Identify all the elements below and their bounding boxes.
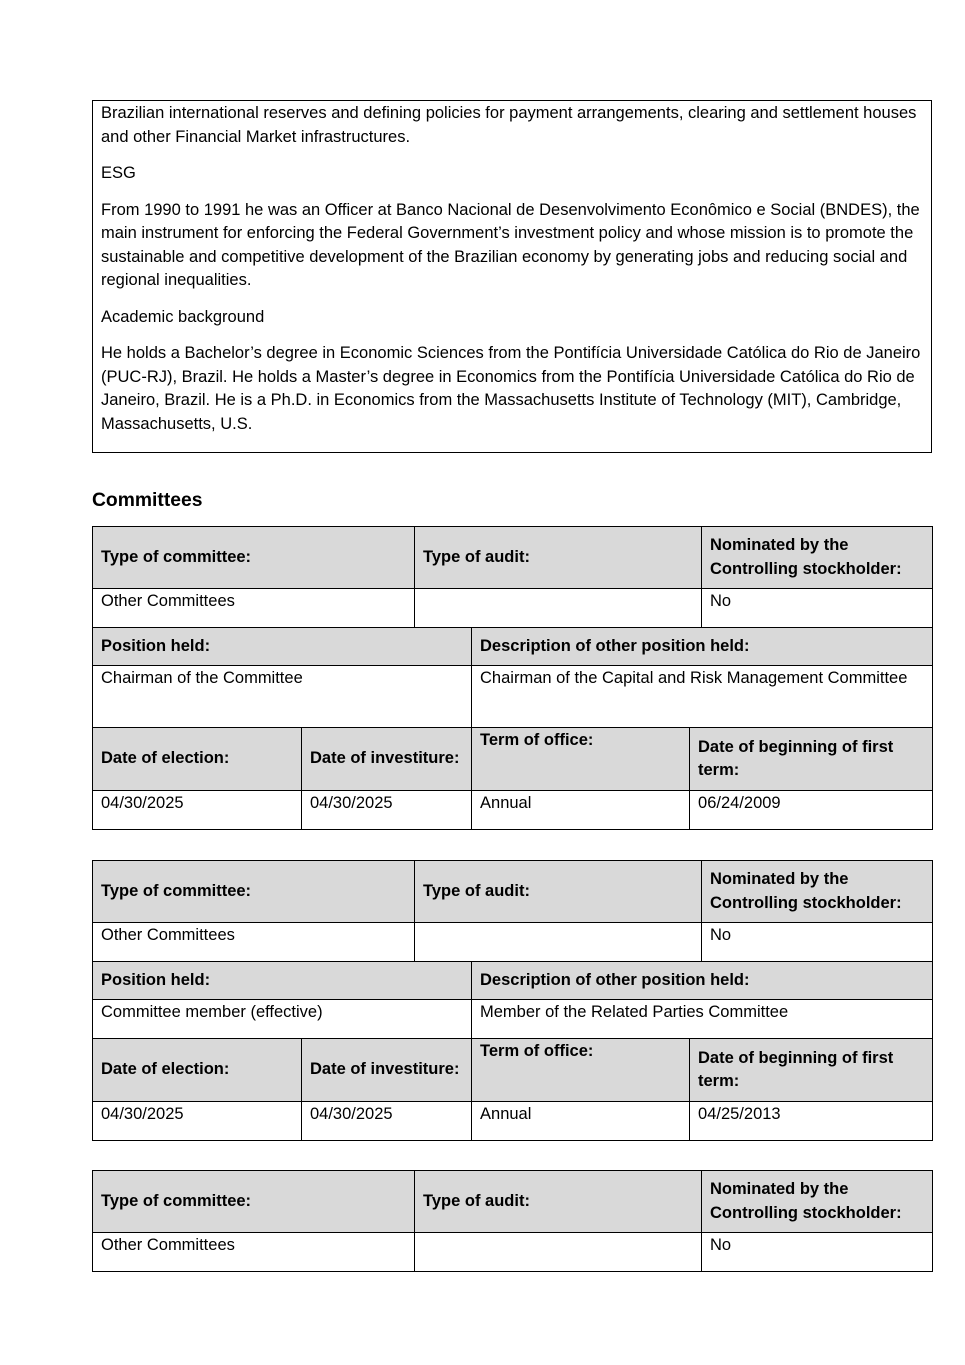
type-of-audit-value <box>415 923 702 962</box>
type-of-audit-value <box>415 1233 702 1272</box>
bio-paragraph-degrees: He holds a Bachelor’s degree in Economic Sciences from the Pontifícia Universidade Católica do Rio de Janeiro (PUC-RJ), Brazil. He holds a Master’s degree in Economics from the Pontifícia Universidade Católica do Rio de Janeiro, Brazil. He is a Ph.D. in Economics from the Massachusetts Institute of Technology (MIT), Cambridge, Massachusetts, U.S. <box>101 344 921 433</box>
date-investiture-label: Date of investiture: <box>302 728 472 791</box>
nominated-label: Nominated by the Controlling stockholder: <box>702 1171 933 1233</box>
committees-title: Committees <box>92 490 203 511</box>
nominated-value: No <box>702 589 933 628</box>
description-other-value: Member of the Related Parties Committee <box>472 1000 933 1039</box>
type-of-committee-label: Type of committee: <box>93 861 415 923</box>
date-election-label: Date of election: <box>93 728 302 791</box>
nominated-label: Nominated by the Controlling stockholder: <box>702 861 933 923</box>
position-held-value: Chairman of the Committee <box>93 666 472 728</box>
date-first-term-label: Date of beginning of first term: <box>690 728 933 791</box>
nominated-value: No <box>702 923 933 962</box>
term-office-value: Annual <box>472 1102 690 1141</box>
date-investiture-value: 04/30/2025 <box>302 791 472 830</box>
committee-table-3 <box>92 1170 933 1272</box>
date-election-value: 04/30/2025 <box>93 1102 302 1141</box>
type-of-committee-value: Other Committees <box>93 589 415 628</box>
biography-box <box>92 100 932 453</box>
date-election-label: Date of election: <box>93 1039 302 1102</box>
type-of-committee-label: Type of committee: <box>93 527 415 589</box>
type-of-committee-label: Type of committee: <box>93 1171 415 1233</box>
committee-table-2 <box>92 860 933 1141</box>
type-of-committee-value: Other Committees <box>93 1233 415 1272</box>
type-of-audit-value <box>415 589 702 628</box>
bio-heading-academic: Academic background <box>101 307 265 326</box>
date-first-term-label: Date of beginning of first term: <box>690 1039 933 1102</box>
committee-table-1 <box>92 526 933 830</box>
position-held-label: Position held: <box>93 962 472 1000</box>
description-other-value: Chairman of the Capital and Risk Management Committee <box>472 666 933 728</box>
description-other-label: Description of other position held: <box>472 628 933 666</box>
type-of-audit-label: Type of audit: <box>415 861 702 923</box>
type-of-audit-label: Type of audit: <box>415 527 702 589</box>
bio-paragraph-bndes: From 1990 to 1991 he was an Officer at Banco Nacional de Desenvolvimento Econômico e Social (BNDES), the main instrument for enforcing the Federal Government’s investment policy and whose mission is to promote the sustainable and competitive development of the Brazilian economy by generating jobs and reducing social and regional inequalities. <box>101 200 920 289</box>
type-of-committee-value: Other Committees <box>93 923 415 962</box>
description-other-label: Description of other position held: <box>472 962 933 1000</box>
date-election-value: 04/30/2025 <box>93 791 302 830</box>
term-office-value: Annual <box>472 791 690 830</box>
term-office-label: Term of office: <box>472 1039 690 1102</box>
bio-paragraph-reserves: Brazilian international reserves and defining policies for payment arrangements, clearing and settlement houses and other Financial Market infrastructures. <box>101 104 917 146</box>
date-first-term-value: 04/25/2013 <box>690 1102 933 1141</box>
type-of-audit-label: Type of audit: <box>415 1171 702 1233</box>
term-office-label: Term of office: <box>472 728 690 791</box>
date-investiture-label: Date of investiture: <box>302 1039 472 1102</box>
position-held-label: Position held: <box>93 628 472 666</box>
position-held-value: Committee member (effective) <box>93 1000 472 1039</box>
nominated-value: No <box>702 1233 933 1272</box>
nominated-label: Nominated by the Controlling stockholder: <box>702 527 933 589</box>
date-first-term-value: 06/24/2009 <box>690 791 933 830</box>
date-investiture-value: 04/30/2025 <box>302 1102 472 1141</box>
bio-heading-esg: ESG <box>101 164 136 182</box>
